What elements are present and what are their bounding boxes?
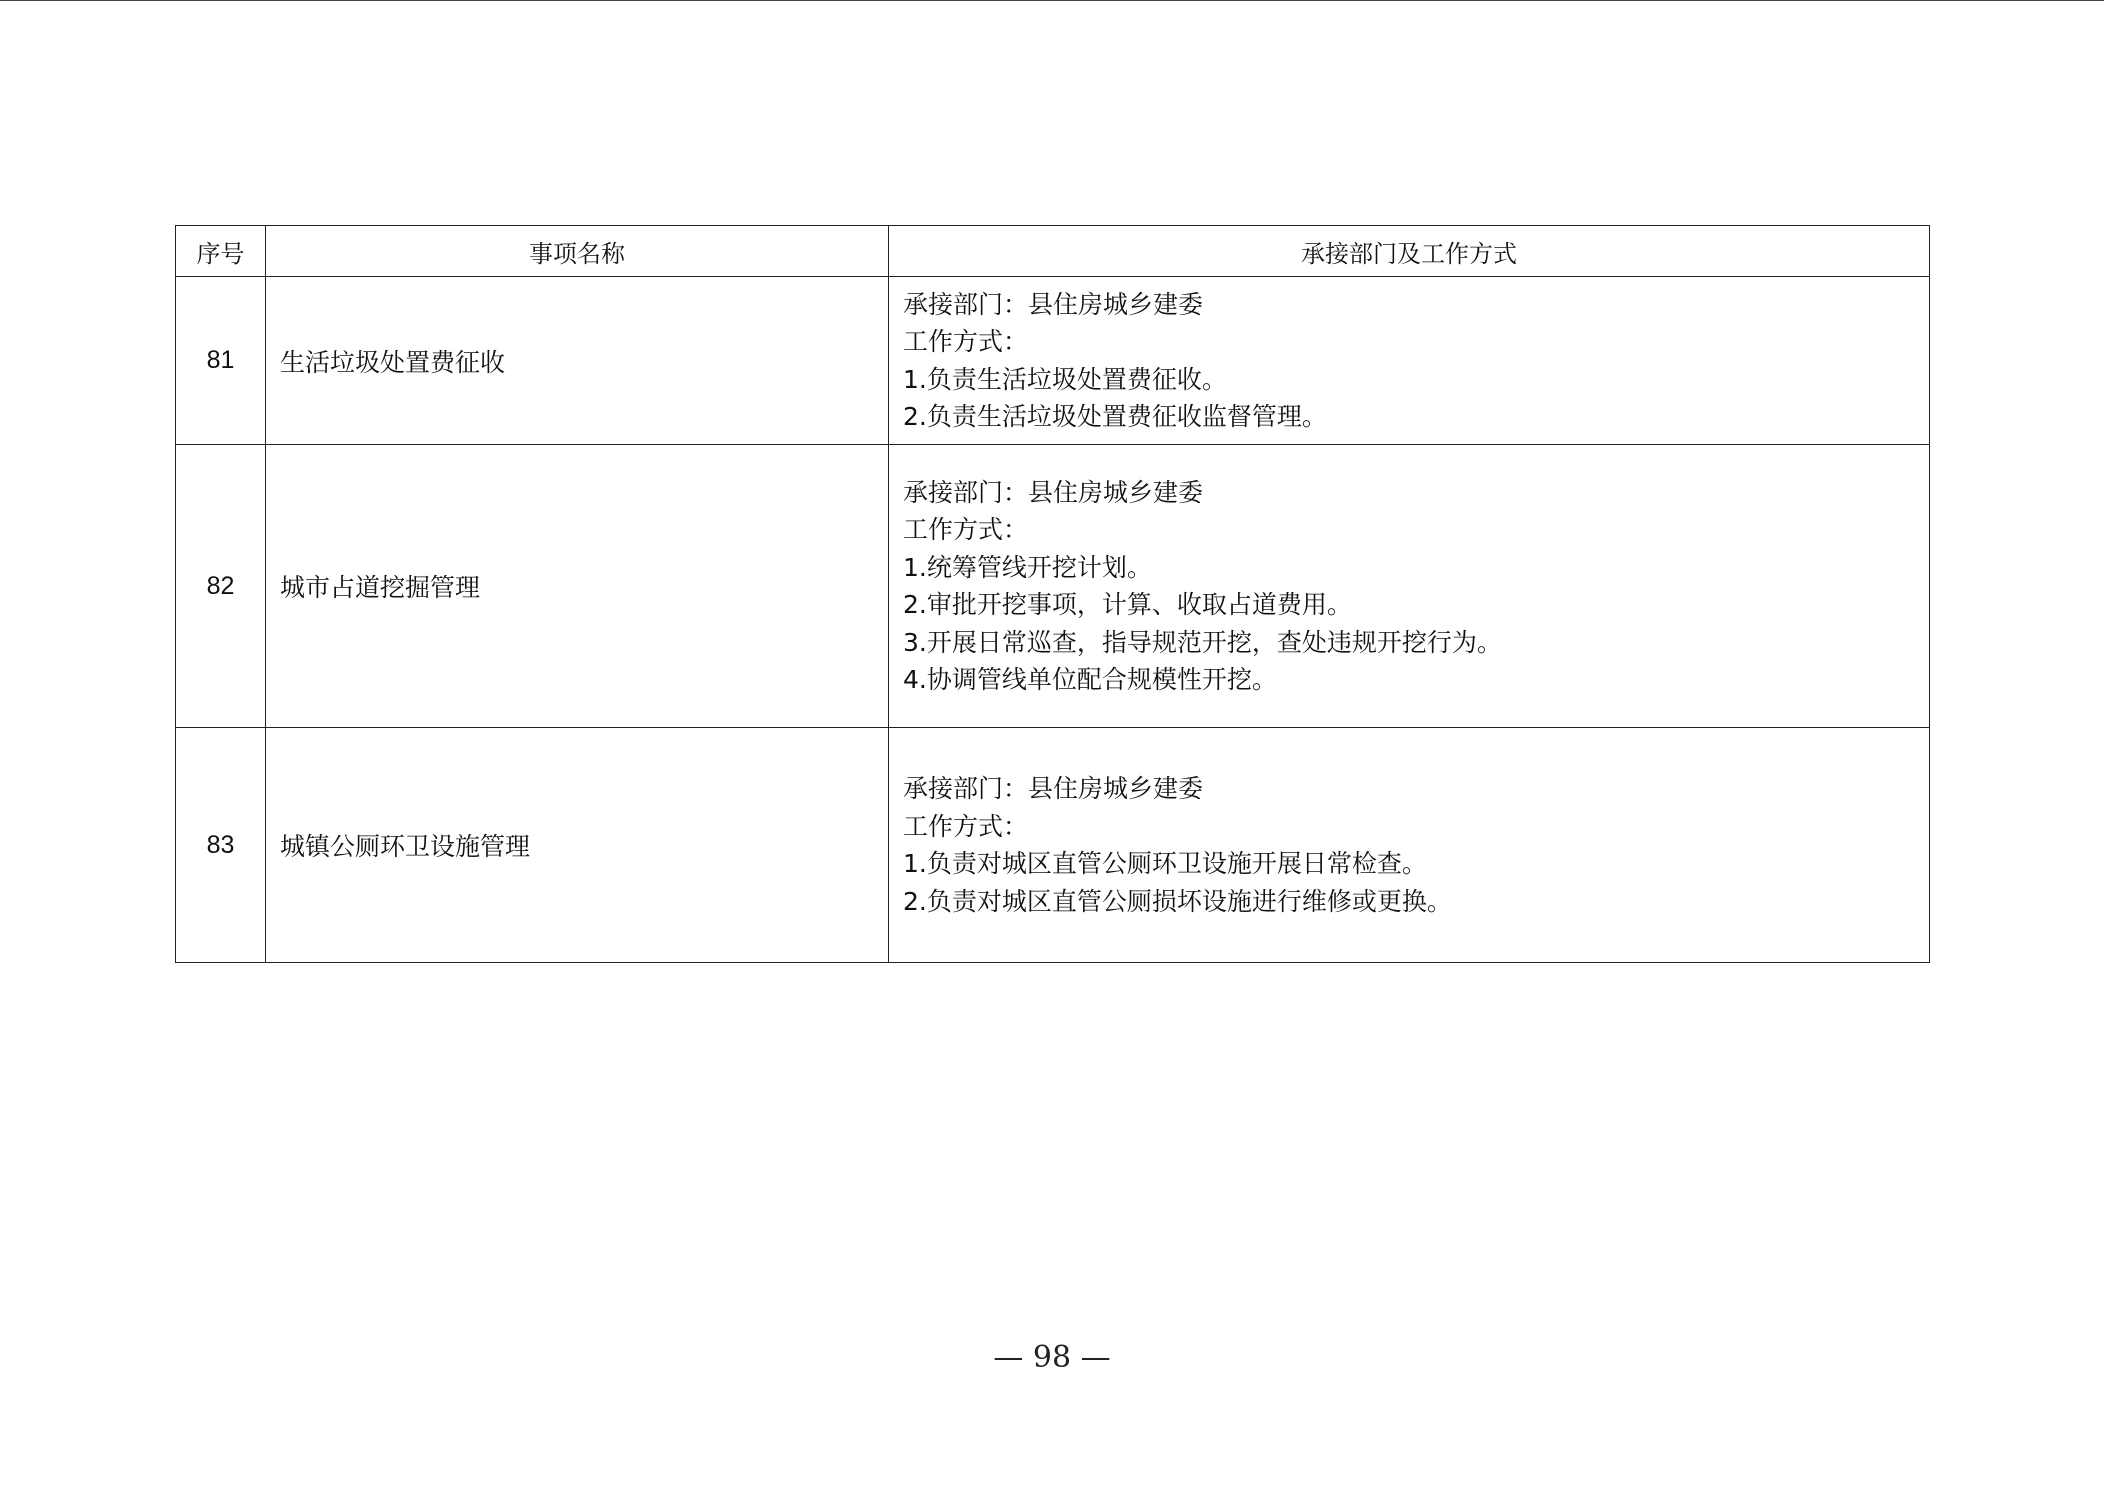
row-dept-method (889, 277, 1930, 445)
table-row (176, 445, 1930, 728)
method-label-line: 工作方式： (903, 327, 1029, 356)
dept-line: 承接部门：县住房城乡建委 (903, 289, 1204, 319)
page-top-rule (0, 0, 2104, 1)
table-row (176, 728, 1930, 963)
method-item-line: 2.负责生活垃圾处置费征收监督管理。 (903, 402, 1327, 431)
header-seq: 序号 (176, 226, 266, 277)
row-item-name: 城市占道挖掘管理 (266, 445, 889, 728)
row-item-name: 城镇公厕环卫设施管理 (266, 728, 889, 963)
header-dept-method: 承接部门及工作方式 (889, 226, 1930, 277)
row-seq: 83 (176, 728, 266, 963)
method-item-line: 2.负责对城区直管公厕损坏设施进行维修或更换。 (903, 886, 1452, 916)
items-table (175, 225, 1930, 963)
method-item-line: 1.负责生活垃圾处置费征收。 (903, 364, 1227, 394)
table-header-row (176, 226, 1930, 277)
method-item-line: 1.负责对城区直管公厕环卫设施开展日常检查。 (903, 849, 1427, 878)
method-label-line: 工作方式： (903, 515, 1029, 544)
method-item-line: 3.开展日常巡查，指导规范开挖，查处违规开挖行为。 (903, 627, 1502, 657)
row-dept-method (889, 445, 1930, 728)
table-row (176, 277, 1930, 445)
method-item-line: 1.统筹管线开挖计划。 (903, 552, 1152, 582)
row-seq: 81 (176, 277, 266, 445)
row-seq: 82 (176, 445, 266, 728)
method-item-line: 4.协调管线单位配合规模性开挖。 (903, 665, 1277, 694)
dept-line: 承接部门：县住房城乡建委 (903, 477, 1204, 507)
dept-line: 承接部门：县住房城乡建委 (903, 774, 1204, 803)
method-label-line: 工作方式： (903, 811, 1029, 841)
header-item-name: 事项名称 (266, 226, 889, 277)
page-number: — 98 — (993, 1340, 1111, 1375)
method-item-line: 2.审批开挖事项，计算、收取占道费用。 (903, 590, 1352, 619)
row-dept-method (889, 728, 1930, 963)
row-item-name: 生活垃圾处置费征收 (266, 277, 889, 445)
